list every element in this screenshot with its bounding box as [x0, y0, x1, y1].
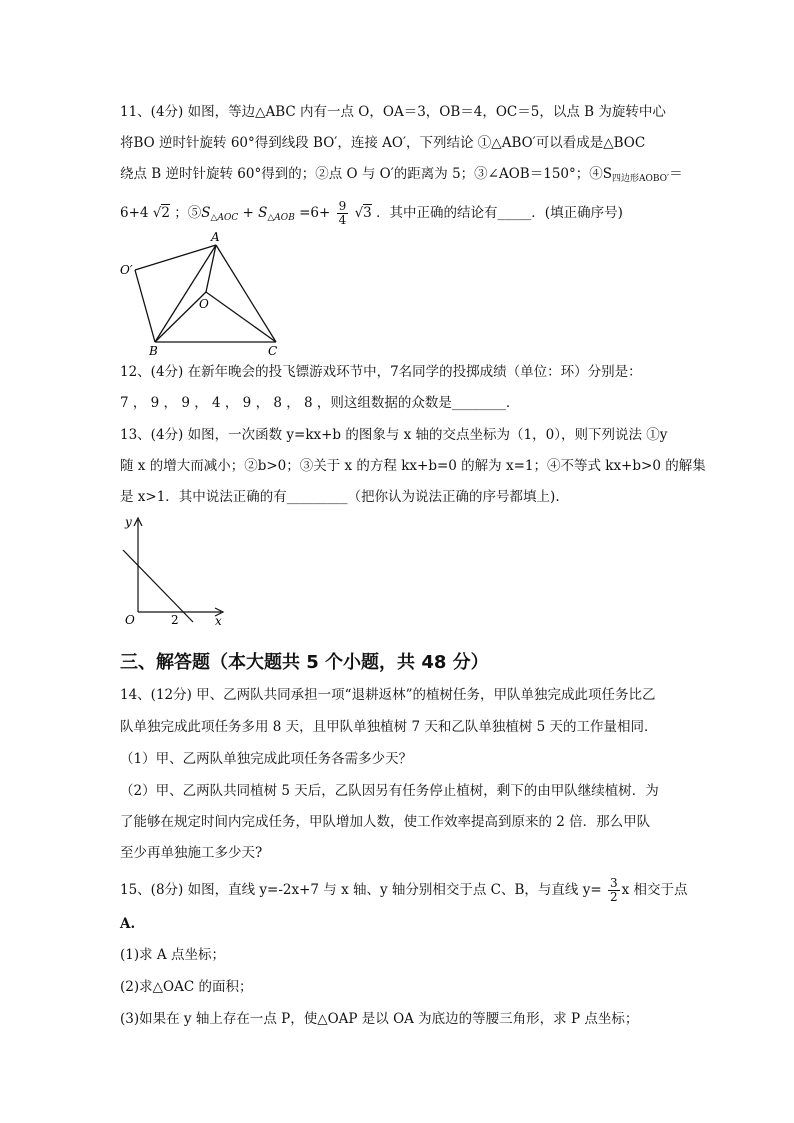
- q14-line-4: （2）甲、乙两队共同植树 5 天后，乙队因另有任务停止植树，剩下的由甲队继续植树．为: [120, 783, 659, 799]
- q11-triangle-figure: [115, 230, 295, 360]
- edge-ab: [155, 245, 216, 342]
- q15-fraction: [608, 877, 620, 904]
- q14-line-6: 至少再单独施工多少天?: [120, 845, 263, 861]
- q11-line-4-end: ．其中正确的结论有_____．(填正确序号): [376, 205, 623, 221]
- q14-line-3: （1）甲、乙两队单独完成此项任务各需多少天？: [120, 751, 413, 767]
- label-a: A: [211, 230, 220, 244]
- q12-line-2: 7 ， 9 ， 9 ， 4 ， 9 ， 8 ， 8 ，则这组数据的众数是________．: [120, 395, 520, 411]
- q11-s2-sub: △AOB: [267, 213, 295, 223]
- q11-line-2: 将BO 逆时针旋转 60°得到线段 BO′，连接 AO′，下列结论 ①△ABO′可以看成是△BOC: [120, 135, 646, 151]
- q11-fraction: [337, 200, 349, 227]
- edge-ac: [216, 245, 276, 342]
- q11-line-3: [120, 165, 683, 188]
- q15-line-3: (1)求 A 点坐标；: [120, 947, 225, 963]
- q15-line-4: (2)求△OAC 的面积；: [120, 979, 253, 995]
- q15-line-5: (3)如果在 y 轴上存在一点 P，使△OAP 是以 OA 为底边的等腰三角形，求 P 点坐标；: [120, 1011, 639, 1027]
- q11-line-4-b: ；⑤: [174, 205, 202, 221]
- q13-line-3: 是 x>1．其中说法正确的有_________（把你认为说法正确的序号都填上).: [120, 489, 560, 505]
- q15-line-2: A.: [120, 916, 136, 932]
- label-o: O: [199, 297, 209, 311]
- q12-line-1: 12、(4分) 在新年晚会的投飞镖游戏环节中，7名同学的投掷成绩（单位：环）分别是：: [120, 364, 642, 380]
- q13-line-1: 13、(4分) 如图，一次函数 y=kx+b 的图象与 x 轴的交点坐标为（1，0），则下列说法 ①y: [120, 427, 668, 443]
- q11-s2: S: [258, 205, 268, 221]
- q15-frac-num: 3: [609, 876, 618, 890]
- sqrt-icon: √: [354, 205, 364, 221]
- edge-o-prime-a: [135, 245, 216, 270]
- q11-sqrt-value: 2: [161, 205, 170, 221]
- label-y: y: [125, 515, 132, 529]
- function-line: [123, 550, 193, 622]
- q15-line-1: [120, 877, 688, 904]
- q11-s1-sub: △AOC: [210, 213, 239, 223]
- edge-o-prime-b: [135, 270, 155, 342]
- label-two: 2: [171, 613, 179, 627]
- sqrt-icon: √: [152, 205, 162, 221]
- q11-sqrt2-value: 3: [363, 205, 372, 221]
- q11-frac-den: 4: [338, 213, 347, 227]
- q15-frac-den: 2: [609, 890, 618, 904]
- label-o-prime: O′: [120, 263, 133, 277]
- q11-frac-num: 9: [338, 199, 347, 213]
- q11-line-1: 11、(4分) 如图，等边△ABC 内有一点 O，OA＝3，OB＝4，OC＝5，以点 B 为旋转中心: [120, 104, 666, 120]
- q15-line-1-b: x 相交于点: [621, 882, 688, 898]
- section-3-title: 三、解答题（本大题共 5 个小题，共 48 分）: [120, 652, 489, 673]
- label-b: B: [149, 344, 158, 358]
- q15-line-1-a: 15、(8分) 如图，直线 y=-2x+7 与 x 轴、y 轴分别相交于点 C、B，与直线 y=: [120, 882, 602, 898]
- q13-line-2: 随 x 的增大而减小；②b>0；③关于 x 的方程 kx+b=0 的解为 x=1；④不等式 kx+b>0 的解集: [120, 458, 706, 474]
- q11-eq: =6+: [299, 205, 331, 221]
- q11-quad-subscript: 四边形AOBO′: [612, 174, 670, 184]
- q14-line-5: 了能够在规定时间内完成任务，甲队增加人数，使工作效率提高到原来的 2 倍．那么甲队: [120, 814, 651, 830]
- q11-line-3-text: 绕点 B 逆时针旋转 60°得到的；②点 O 与 O′的距离为 5；③∠AOB＝150°；④S: [120, 166, 612, 182]
- q11-line-3-end: ＝: [669, 166, 683, 182]
- q11-line-4-a: 6+4: [120, 205, 149, 221]
- q14-line-1: 14、(12分) 甲、乙两队共同承担一项“退耕返林”的植树任务，甲队单独完成此项任务比乙: [120, 687, 656, 703]
- q14-line-2: 队单独完成此项任务多用 8 天，且甲队单独植树 7 天和乙队单独植树 5 天的工作量相同．: [120, 719, 658, 735]
- q13-graph-figure: [115, 512, 230, 627]
- q11-plus: +: [242, 205, 254, 221]
- label-origin: O: [125, 613, 135, 627]
- q11-s1: S: [201, 205, 211, 221]
- edge-oc: [206, 292, 276, 342]
- label-c: C: [268, 344, 278, 358]
- label-x: x: [215, 614, 222, 627]
- q11-line-4: [120, 200, 623, 227]
